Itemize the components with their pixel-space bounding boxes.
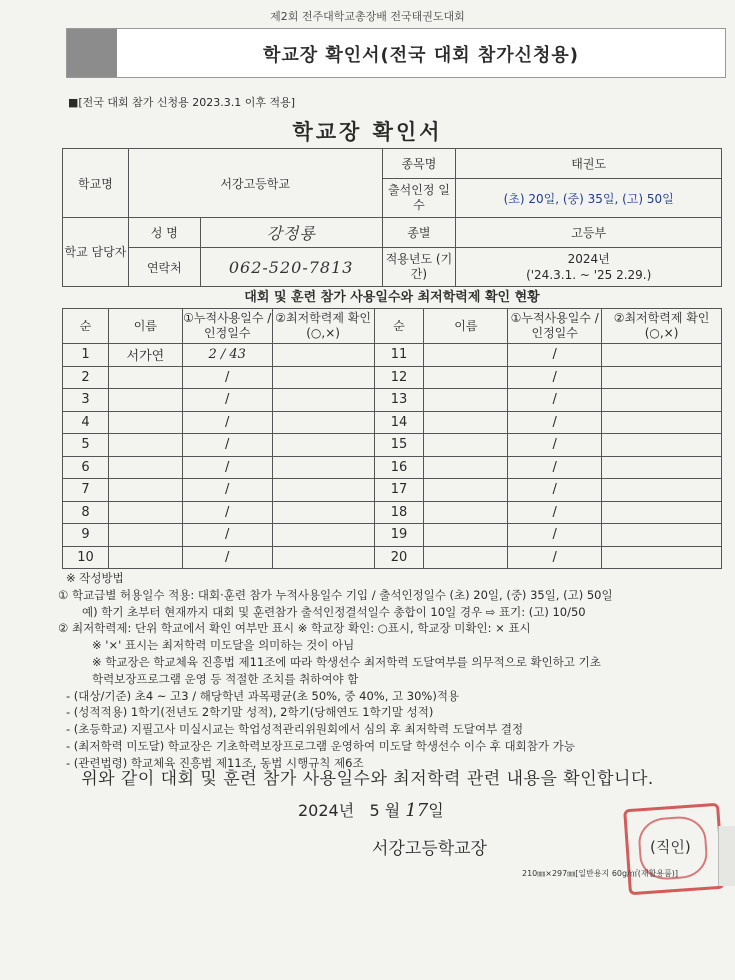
table-row [63,366,722,389]
row-name [108,456,182,479]
manager-label: 학교 담당자 [63,218,129,287]
table-row [63,434,722,457]
row-days: / [508,389,602,412]
table-row [63,501,722,524]
row-check [272,434,374,457]
date-day: 17 [405,800,429,821]
applicability-note: ■[전국 대회 참가 신청용 2023.3.1 이후 적용] [68,96,296,109]
row-days: / [508,479,602,502]
principal-title: 서강고등학교장 [372,839,487,859]
row-no: 3 [63,389,109,412]
row-no: 18 [374,501,424,524]
division-label: 종별 [382,218,456,248]
row-name [108,479,182,502]
event-title: 제2회 전주대학교총장배 전국태권도대회 [270,10,465,23]
row-days: / [182,366,272,389]
row-no: 4 [63,411,109,434]
binder-tab [718,826,735,886]
row-days: / [508,344,602,367]
sport-label: 종목명 [382,149,456,179]
row-name [424,456,508,479]
row-days: / [182,524,272,547]
row-check [602,411,722,434]
row-check [602,479,722,502]
row-no: 12 [374,366,424,389]
table-row [63,389,722,412]
instruction-line: 예) 학기 초부터 현재까지 대회 및 훈련참가 출석인정결석일수 총합이 10일 경우 ⇨ 표기: (고) 10/50 [82,604,586,619]
row-name [424,344,508,367]
row-no: 20 [374,546,424,569]
instruction-line: ※ 작성방법 [66,571,124,585]
row-check [602,501,722,524]
row-no: 16 [374,456,424,479]
row-name [108,434,182,457]
row-no: 19 [374,524,424,547]
row-check [602,366,722,389]
section-title: 대회 및 훈련 참가 사용일수와 최저학력제 확인 현황 [244,290,540,305]
table-header-row [63,309,722,344]
row-name [424,389,508,412]
instruction-line: - (대상/기준) 초4 ~ 고3 / 해당학년 과목평균(초 50%, 중 40%, 고 30%)적용 [66,688,460,703]
row-check [272,411,374,434]
row-name [424,411,508,434]
school-label: 학교명 [63,149,129,218]
row-name [108,524,182,547]
header-gray-block [67,29,117,77]
row-name [424,524,508,547]
attendance-label: 출석인정 일수 [382,179,456,218]
row-name [108,366,182,389]
row-no: 10 [63,546,109,569]
row-days: / [508,434,602,457]
row-name [424,479,508,502]
date-day-unit: 일 [428,801,444,820]
row-days: / [182,411,272,434]
row-name [108,546,182,569]
row-name [424,501,508,524]
header-check: ②최저학력제 확인(○,×) [602,309,722,344]
row-days: / [508,524,602,547]
row-name [424,366,508,389]
row-name [108,389,182,412]
header-name: 이름 [424,309,508,344]
year-cell [456,248,722,287]
row-no: 6 [63,456,109,479]
row-check [272,366,374,389]
seal-label: (직인) [650,838,691,856]
row-no: 11 [374,344,424,367]
row-days: / [508,501,602,524]
row-check [272,524,374,547]
row-days: / [182,546,272,569]
row-name [108,501,182,524]
row-days: 2 / 43 [182,344,272,367]
header-box [66,28,726,78]
row-days: / [508,411,602,434]
row-days: / [508,546,602,569]
row-check [602,344,722,367]
header-days: ①누적사용일수 /인정일수 [182,309,272,344]
division-value: 고등부 [456,218,722,248]
name-label: 성 명 [128,218,200,248]
row-days: / [508,366,602,389]
row-check [272,479,374,502]
header-title: 학교장 확인서(전국 대회 참가신청용) [262,45,580,66]
row-name [424,434,508,457]
table-row [63,456,722,479]
row-days: / [182,434,272,457]
table-row [63,411,722,434]
paper-spec: 210㎜×297㎜[일반용지 60g/㎡(재활용품)] [522,869,679,878]
date-month: 5 월 [369,801,401,820]
confirmation-text: 위와 같이 대회 및 훈련 참가 사용일수와 최저학력 관련 내용을 확인합니다. [81,769,654,789]
contact-value: 062-520-7813 [200,248,382,287]
table-row [63,546,722,569]
row-no: 2 [63,366,109,389]
row-check [272,546,374,569]
instruction-line: - (초등학교) 지필고사 미실시교는 학업성적관리위원회에서 심의 후 최저학력 도달여부 결정 [66,722,524,737]
row-no: 9 [63,524,109,547]
instruction-line: ※ 학교장은 학교체육 진흥법 제11조에 따라 학생선수 최저학력 도달여부를 의무적으로 확인하고 기초 [92,654,601,669]
row-days: / [182,456,272,479]
instructions [58,570,728,772]
row-days: / [182,389,272,412]
table-row [63,479,722,502]
row-no: 1 [63,344,109,367]
info-table [62,148,722,287]
header-name: 이름 [108,309,182,344]
table-row [63,524,722,547]
instruction-line: - (성적적용) 1학기(전년도 2학기말 성적), 2학기(당해연도 1학기말 성적) [66,705,434,720]
header-no: 순 [63,309,109,344]
school-value: 서강고등학교 [128,149,382,218]
year-label: 적용년도 (기간) [382,248,456,287]
row-check [272,501,374,524]
header-days: ①누적사용일수 /인정일수 [508,309,602,344]
instruction-line: ※ '×' 표시는 최저학력 미도달을 의미하는 것이 아님 [92,638,355,653]
row-no: 5 [63,434,109,457]
instruction-line: - (관련법령) 학교체육 진흥법 제11조, 동법 시행규칙 제6조 [66,755,364,770]
row-check [602,434,722,457]
row-check [602,524,722,547]
row-days: / [508,456,602,479]
header-no: 순 [374,309,424,344]
year-value: 2024년 [567,252,610,266]
row-no: 8 [63,501,109,524]
row-no: 14 [374,411,424,434]
contact-label: 연락처 [128,248,200,287]
instruction-line: ② 최저학력제: 단위 학교에서 확인 여부만 표시 ※ 학교장 확인: ○표시, 학교장 미확인: × 표시 [58,621,531,636]
table-row [63,344,722,367]
attendance-value: (초) 20일, (중) 35일, (고) 50일 [456,179,722,218]
row-no: 15 [374,434,424,457]
name-value: 강정룡 [200,218,382,248]
row-no: 17 [374,479,424,502]
row-days: / [182,501,272,524]
sport-value: 태권도 [456,149,722,179]
header-check: ②최저학력제 확인(○,×) [272,309,374,344]
row-check [272,389,374,412]
row-check [602,456,722,479]
date-year: 2024년 [298,801,355,820]
row-name: 서가연 [108,344,182,367]
instruction-line: 학력보장프로그램 운영 등 적절한 조치를 취하여야 함 [92,671,359,686]
row-no: 13 [374,389,424,412]
signature-date [298,798,444,821]
row-no: 7 [63,479,109,502]
row-check [602,389,722,412]
row-check [272,456,374,479]
row-name [424,546,508,569]
participant-table [62,308,722,569]
row-days: / [182,479,272,502]
period-value: ('24.3.1. ~ '25 2.29.) [526,268,652,282]
instruction-line: - (최저학력 미도달) 학교장은 기초학력보장프로그램 운영하여 미도달 학생선수 이수 후 대회참가 가능 [66,738,575,753]
row-name [108,411,182,434]
row-check [602,546,722,569]
instruction-line: ① 학교급별 허용일수 적용: 대회·훈련 참가 누적사용일수 기입 / 출석인정일수 (초) 20일, (중) 35일, (고) 50일 [58,587,613,602]
document-title: 학교장 확인서 [292,120,443,144]
row-check [272,344,374,367]
